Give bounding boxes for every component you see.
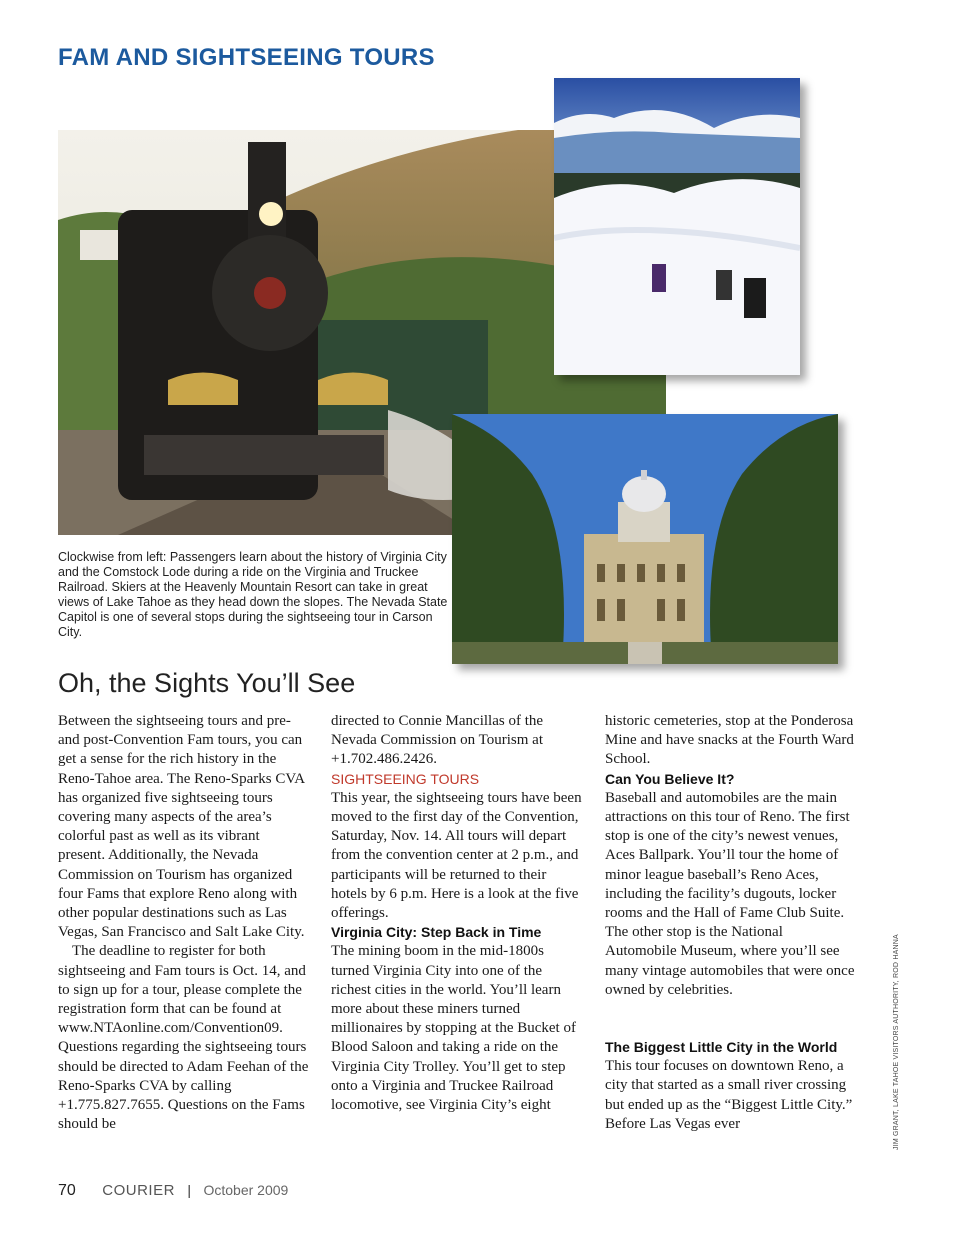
paragraph: This year, the sightseeing tours have been moved to the first day of the Convention, Saturday, Nov. 14. All tours will depart from the convention center at 2 p.m., and participants will be returned to their hotels by 6 p.m. Here is a look at the five offerings.: [331, 789, 582, 922]
paragraph: The mining boom in the mid-1800s turned Virginia City into one of the richest cities in the world. You’ll learn more about these miners turned millionaires by stopping at the Bucket of Blood Saloon and taking a ride on the Virginia City Trolley. You’ll get to step onto a Virginia and Truckee Railroad locomotive, see Virginia City’s eight: [331, 943, 576, 1114]
subheading-biggest-little-city: The Biggest Little City in the World: [605, 1039, 838, 1056]
paragraph: The deadline to register for both sightseeing and Fam tours is Oct. 14, and to sign up for a tour, please complete the registration form that can be found at www.NTAonline.com/Convention09. Questions regarding the sightseeing tours should be directed to Adam Feehan of the Reno-Sparks CVA by calling +1.775.827.7655. Questions on the Fams should be: [58, 943, 309, 1133]
paragraph: historic cemeteries, stop at the Ponderosa Mine and have snacks at the Fourth Ward School.: [605, 713, 854, 768]
skiers-photo: [554, 78, 800, 375]
capitol-photo: [452, 414, 838, 664]
footer-separator: |: [187, 1182, 192, 1198]
article-headline: Oh, the Sights You’ll See: [58, 668, 356, 698]
photo-caption: Clockwise from left: Passengers learn about the history of Virginia City and the Comstock Lode during a ride on the Virginia and Truckee Railroad. Skiers at the Heavenly Mountain Resort can take in great views of Lake Tahoe as they head down the slopes. The Nevada State Capitol is one of several stops during the sightseeing tour in Carson City.: [58, 550, 448, 639]
page-number: 70: [58, 1182, 76, 1199]
article-column-3: [605, 712, 857, 1134]
issue-date: October 2009: [203, 1182, 289, 1198]
paragraph: Between the sightseeing tours and pre- and post-Convention Fam tours, you can get a sense for the rich history in the Reno-Tahoe area. The Reno-Sparks CVA has organized five sightseeing tours covering many aspects of the area’s colorful past as well as its vibrant present. Additionally, the Nevada Commission on Tourism has organized four Fams that explore Reno along with other popular destinations such as Las Vegas, San Francisco and Salt Lake City.: [58, 713, 305, 941]
subheading-can-you-believe-it: Can You Believe It?: [605, 770, 735, 787]
paragraph: Baseball and automobiles are the main attractions on this tour of Reno. The first stop is one of the city’s newest venues, Aces Ballpark. You’ll tour the home of minor league baseball’s Reno Aces, including the facility’s dugouts, locker rooms and the Hall of Fame Club Suite. The other stop is the National Automobile Museum, where you’ll see many vintage automobiles that were once owned by celebrities.: [605, 789, 855, 998]
subheading-virginia-city: Virginia City: Step Back in Time: [331, 924, 542, 941]
subheading-sightseeing-tours: SIGHTSEEING TOURS: [331, 770, 480, 787]
page-footer: [58, 1182, 288, 1200]
article-column-2: [331, 712, 583, 1115]
paragraph: This tour focuses on downtown Reno, a city that started as a small river crossing but ended up as the “Biggest Little City.” Before Las Vegas ever: [605, 1058, 853, 1132]
magazine-name: COURIER: [102, 1182, 175, 1199]
photo-credit: JIM GRANT, LAKE TAHOE VISITORS AUTHORITY, ROD HANNA: [893, 934, 900, 1150]
article-column-1: [58, 712, 310, 1134]
section-title: FAM AND SIGHTSEEING TOURS: [58, 44, 435, 71]
paragraph: directed to Connie Mancillas of the Nevada Commission on Tourism at +1.702.486.2426.: [331, 713, 544, 768]
